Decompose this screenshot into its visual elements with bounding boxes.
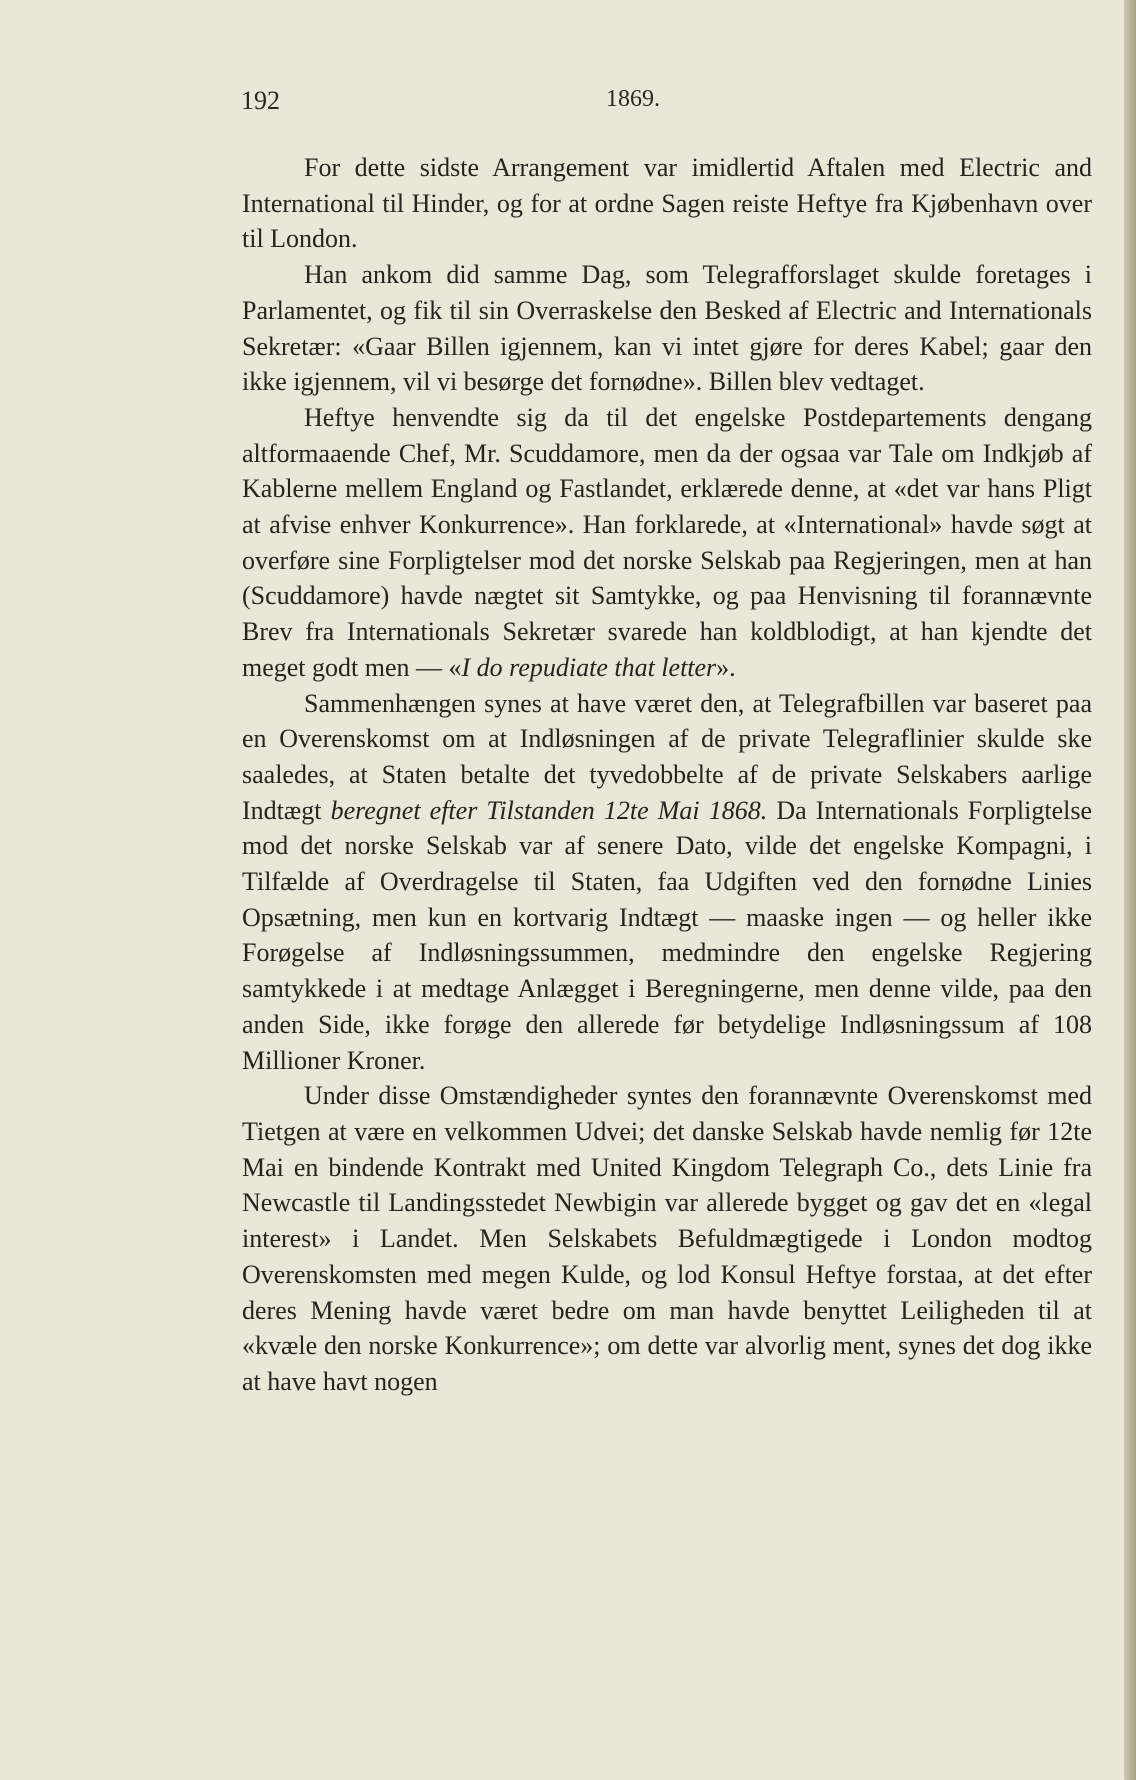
italic-quote: I do repudiate that letter	[461, 652, 717, 682]
page-number: 192	[241, 86, 280, 115]
text-segment: Da Internationals Forpligtelse mod det norske Selskab var af senere Dato, vilde det engelske Kompagni, i Tilfælde af Overdragelse til Staten, faa Udgiften ved den fornødne Linies Opsætning, men kun en kortvarig Indtægt — maaske ingen — og heller ikke Forøgelse af Indløsningssummen, medmindre den engelske Regjering samtykkede i at medtage Anlægget i Beregningerne, men denne vilde, paa den anden Side, ikke forøge den allerede før betydelige Indløsningssum af 108 Millioner Kroner.	[242, 795, 1092, 1075]
paragraph	[242, 1078, 1092, 1399]
text-segment: ».	[716, 652, 736, 682]
paragraph	[242, 257, 1092, 400]
paragraph	[242, 150, 1092, 257]
paragraph	[242, 400, 1092, 686]
text-segment: Under disse Omstændigheder syntes den forannævnte Overenskomst med Tietgen at være en velkommen Udvei; det danske Selskab havde nemlig før 12te Mai en bindende Kontrakt med United Kingdom Telegraph Co., dets Linie fra Newcastle til Landingsstedet Newbigin var allerede bygget og gav det en «legal interest» i Landet. Men Selskabets Befuldmægtigede i London modtog Overenskomsten med megen Kulde, og lod Konsul Heftye forstaa, at det efter deres Mening havde været bedre om man havde benyttet Leiligheden til at «kvæle den norske Konkurrence»; om dette var alvorlig ment, synes det dog ikke at have havt nogen	[242, 1081, 1092, 1396]
text-segment: Han ankom did samme Dag, som Telegrafforslaget skulde foretages i Parlamentet, og fik til sin Overraskelse den Besked af Electric and Internationals Sekretær: «Gaar Billen igjennem, kan vi intet gjøre for deres Kabel; gaar den ikke igjennem, vil vi besørge det fornødne». Billen blev vedtaget.	[242, 260, 1092, 397]
page-edge	[1124, 0, 1136, 1780]
running-head-year: 1869.	[606, 86, 660, 112]
text-segment: For dette sidste Arrangement var imidlertid Aftalen med Electric and International til Hinder, og for at ordne Sagen reiste Heftye fra Kjøbenhavn over til London.	[242, 153, 1092, 254]
paragraph	[242, 686, 1092, 1079]
text-segment: Sammenhængen synes at have været den, at Telegrafbillen var baseret paa en Overenskomst om at Indløsningen af de private Telegraflinier skulde ske saaledes, at Staten betalte det tyvedobbelte af de private Selskabers aarlige Indtægt	[242, 688, 1092, 825]
body-text	[242, 150, 1092, 1400]
text-segment: Heftye henvendte sig da til det engelske Postdepartements dengang altformaaende Chef, Mr. Scuddamore, men da der ogsaa var Tale om Indkjøb af Kablerne mellem England og Fastlandet, erklærede denne, at «det var hans Pligt at afvise enhver Konkurrence». Han forklarede, at «International» havde søgt at overføre sine Forpligtelser mod det norske Selskab paa Regjeringen, men at han (Scuddamore) havde nægtet sit Samtykke, og paa Henvisning til forannævnte Brev fra Internationals Sekretær svarede han koldblodigt, at han kjendte det meget godt men — «	[242, 402, 1092, 682]
italic-phrase: beregnet efter Tilstanden 12te Mai 1868.	[330, 795, 768, 825]
